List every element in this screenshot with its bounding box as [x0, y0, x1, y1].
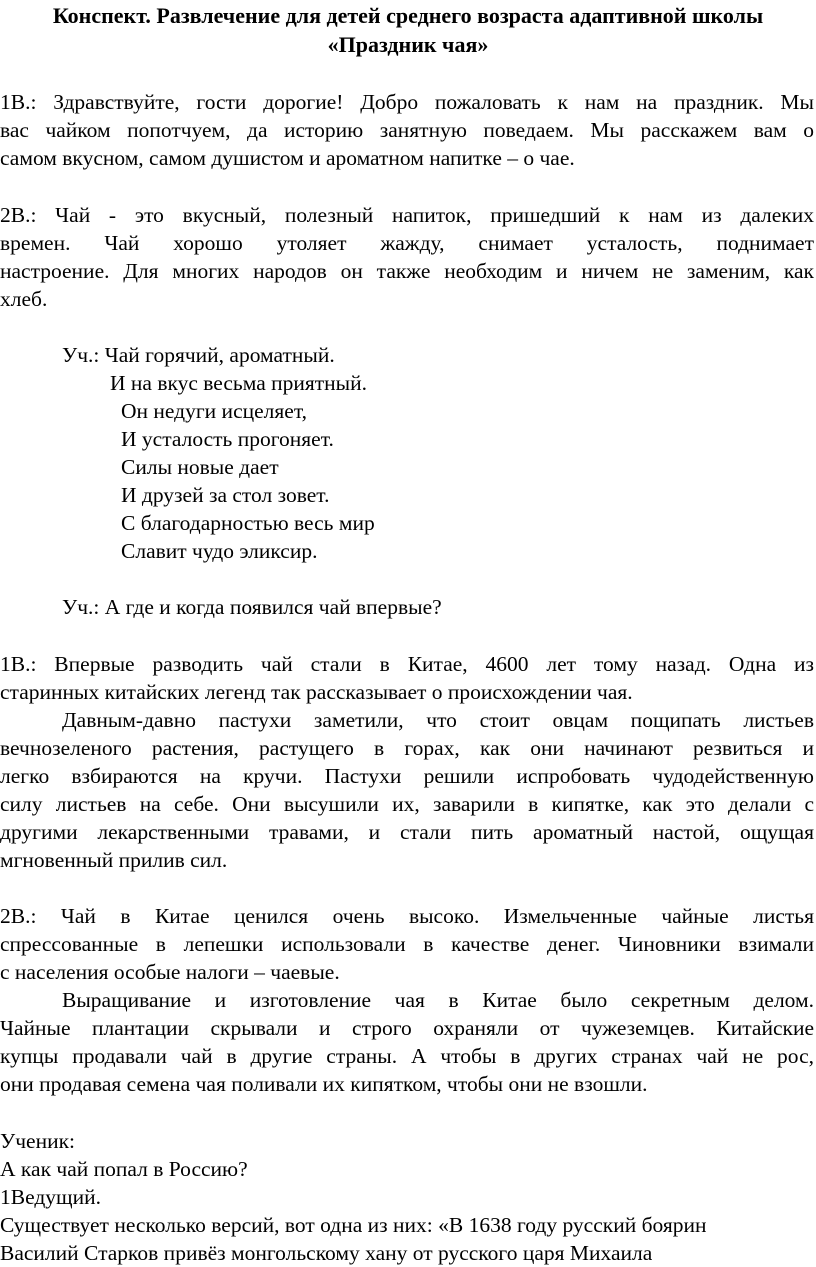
paragraph-6-line: они продавая семена чая поливали их кипятком, чтобы они не взошли.	[0, 1072, 648, 1096]
paragraph-6-line: Выращивание и изготовление чая в Китае было секретным делом.	[62, 988, 814, 1012]
paragraph-4-line: легко взбираются на кручи. Пастухи решили испробовать чудодейственную	[0, 764, 814, 788]
paragraph-5-line: спрессованные в лепешки использовали в качестве денег. Чиновники взимали	[0, 932, 814, 956]
paragraph-4-line: вечнозеленого растения, растущего в горах, как они начинают резвиться и	[0, 736, 814, 760]
paragraph-6-line: купцы продавали чай в другие страны. А чтобы в других странах чай не рос,	[0, 1044, 814, 1068]
poem-line: Он недуги исцеляет,	[121, 399, 307, 423]
paragraph-7-line: Существует несколько версий, вот одна из них: «В 1638 году русский боярин	[0, 1213, 707, 1237]
poem-line: Уч.: Чай горячий, ароматный.	[62, 343, 335, 367]
poem-line: Славит чудо эликсир.	[121, 539, 318, 563]
paragraph-3-line: 1В.: Впервые разводить чай стали в Китае, 4600 лет тому назад. Одна из	[0, 652, 814, 676]
poem-line: С благодарностью весь мир	[121, 511, 375, 535]
document-title-line-1: Конспект. Развлечение для детей среднего возраста адаптивной школы	[52, 3, 764, 28]
paragraph-2-line: хлеб.	[0, 287, 48, 311]
paragraph-1-line: 1В.: Здравствуйте, гости дорогие! Добро пожаловать к нам на праздник. Мы	[0, 90, 814, 114]
paragraph-4-line: другими лекарственными травами, и стали пить ароматный настой, ощущая	[0, 820, 814, 844]
paragraph-4-line: мгновенный прилив сил.	[0, 848, 228, 872]
document-title-line-2: «Праздник чая»	[327, 32, 489, 57]
poem-line: И усталость прогоняет.	[121, 427, 334, 451]
paragraph-1-line: самом вкусном, самом душистом и ароматном напитке – о чае.	[0, 146, 575, 170]
poem-line: Силы новые дает	[121, 455, 279, 479]
paragraph-4-line: силу листьев на себе. Они высушили их, заварили в кипятке, как это делали с	[0, 792, 814, 816]
paragraph-5-line: 2В.: Чай в Китае ценился очень высоко. Измельченные чайные листья	[0, 904, 814, 928]
paragraph-7-line: Василий Старков привёз монгольскому хану от русского царя Михаила	[0, 1241, 653, 1265]
question-line: Уч.: А где и когда появился чай впервые?	[62, 595, 442, 619]
paragraph-2-line: 2В.: Чай - это вкусный, полезный напиток, пришедший к нам из далеких	[0, 203, 814, 227]
paragraph-2-line: времен. Чай хорошо утоляет жажду, снимает усталость, поднимает	[0, 231, 814, 255]
poem-line: И друзей за стол зовет.	[121, 483, 330, 507]
paragraph-3-line: старинных китайских легенд так рассказывает о происхождении чая.	[0, 680, 633, 704]
paragraph-7-line: Ученик:	[0, 1129, 76, 1153]
paragraph-7-line: А как чай попал в Россию?	[0, 1157, 248, 1181]
paragraph-6-line: Чайные плантации скрывали и строго охраняли от чужеземцев. Китайские	[0, 1016, 814, 1040]
paragraph-2-line: настроение. Для многих народов он также необходим и ничем не заменим, как	[0, 259, 814, 283]
paragraph-4-line: Давным-давно пастухи заметили, что стоит овцам пощипать листьев	[62, 708, 814, 732]
paragraph-5-line: с населения особые налоги – чаевые.	[0, 960, 340, 984]
poem-line: И на вкус весьма приятный.	[110, 371, 367, 395]
paragraph-1-line: вас чайком попотчуем, да историю занятную поведаем. Мы расскажем вам о	[0, 118, 814, 142]
paragraph-7-line: 1Ведущий.	[0, 1185, 101, 1209]
